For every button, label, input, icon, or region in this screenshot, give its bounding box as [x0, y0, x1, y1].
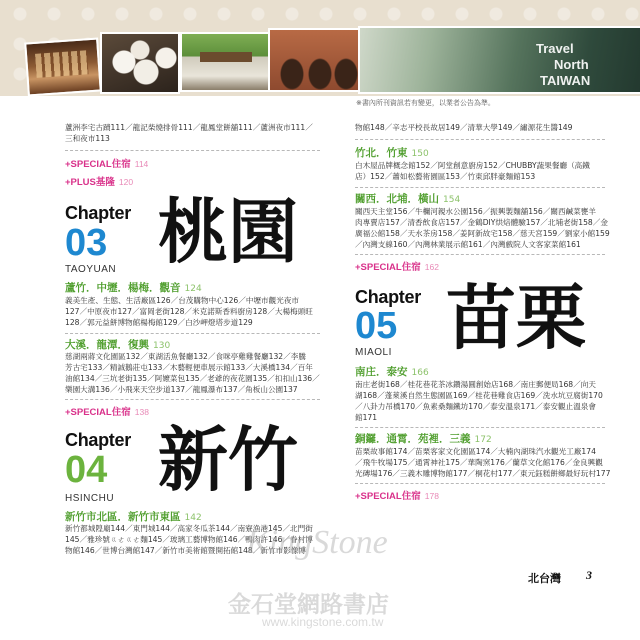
watermark-brand: KingStone	[246, 524, 388, 561]
banner-photo-shop-interior	[24, 37, 102, 96]
chapter-label: Chapter	[65, 203, 131, 223]
toc-line: 義美生產、生態、生活廠區126／台茂購物中心126／中壢市觀光夜市	[65, 296, 300, 305]
chapter-number: 03	[65, 222, 108, 264]
toc-line: 128／郭元益餅博物館楊梅館129／白沙岬燈塔步道129	[65, 318, 253, 327]
banner-photo-old-building	[180, 32, 270, 92]
plus-entry	[65, 174, 133, 188]
area-heading-page: 124	[184, 284, 202, 294]
area-heading-text: 銅鑼．通霄．苑裡．三義	[355, 433, 471, 445]
toc-line: 油館134／三坑老街135／阿嬤菜包135／老爺的夜花園135／扣扣山136／	[65, 374, 320, 383]
banner-title-line-3: TAIWAN	[540, 73, 591, 88]
toc-line: 物館146／世博台灣館147／新竹市美術館暨開拓館148／新竹市影像博	[65, 546, 306, 555]
watermark-url: www.kingstone.com.tw	[262, 615, 384, 629]
special-page: 114	[134, 159, 149, 169]
chapter-label: Chapter	[65, 430, 131, 450]
toc-line: 苗栗故事館174／苗栗客家文化園區174／大楠內湖珠汽水觀光工廠174	[355, 447, 596, 456]
toc-line: 關西天主堂156／牛欄河親水公園156／振興製麵舖156／關西鹹菜甕羊	[355, 207, 596, 216]
special-page: 162	[424, 262, 439, 272]
area-heading-page: 142	[184, 513, 202, 523]
plus-label: +PLUS基隆	[65, 177, 115, 188]
chapter-title: 苗栗	[446, 277, 586, 359]
toc-line: ／內灣支線160／內灣林業展示館161／內灣戲院人文客家菜館161	[355, 240, 581, 249]
chapter-romanized: MIAOLI	[355, 347, 392, 358]
toc-line: 芳古宅133／精誠鵝莊屯133／木藝輕便車展示館133／大溪橋134／百年	[65, 363, 313, 372]
toc-line: 慈湖兩蔣文化園區132／東湖活魚餐廳132／食咪亭雞雞餐廳132／李騰	[65, 352, 306, 361]
special-page: 178	[424, 491, 439, 501]
dashed-divider	[355, 254, 605, 255]
page-number: 3	[586, 568, 592, 582]
toc-line: 新竹都城隍廟144／東門城144／高家冬瓜茶144／南寮漁港145／北門街	[65, 524, 313, 533]
area-heading-text: 大溪．龍潭．復興	[65, 339, 149, 351]
toc-line: 三和夜市113	[65, 134, 110, 143]
area-heading	[355, 145, 429, 160]
special-entry	[355, 488, 439, 502]
plus-page: 120	[118, 177, 134, 187]
area-heading	[65, 509, 202, 524]
chapter-romanized: TAOYUAN	[65, 264, 117, 275]
toc-line: 南庄老街168／桂花巷花茶冰鑽湯圓創始店168／南庄郵便局168／向天	[355, 380, 596, 389]
area-heading	[355, 431, 492, 446]
dashed-divider	[355, 427, 605, 428]
chapter-number: 05	[355, 305, 398, 347]
area-heading-page: 172	[474, 435, 492, 445]
notice-text: ※書內所刊資訊若有變更，以業者公告為準。	[356, 99, 495, 107]
area-heading-text: 新竹市北區．新竹市東區	[65, 511, 181, 523]
banner-photo-forest	[358, 26, 640, 94]
toc-line: 店）152／蕭如松藝術園區153／竹東邱胖豪麵館153	[355, 172, 536, 181]
toc-line: 145／雅珍號ㄍㄜㄍㄜ麵145／玻璃工藝博物館146／鴨肉許146／眷村博	[65, 535, 313, 544]
special-entry	[355, 259, 439, 273]
chapter-number: 04	[65, 449, 108, 491]
toc-line: 光磚場176／三義木雕博物館177／桐花村177／東元鈺糕餅鄉最好玩村177	[355, 469, 611, 478]
toc-line: ／八卦力吊橋170／魚素桑麵鐵坊170／泰安溫泉171／泰安觀止溫泉會	[355, 402, 596, 411]
banner-title-line-2: North	[554, 57, 589, 72]
chapter-title: 新竹	[158, 419, 298, 501]
area-heading-page: 150	[411, 149, 429, 159]
dashed-divider	[355, 187, 605, 188]
area-heading-text: 蘆竹．中壢．楊梅．觀音	[65, 282, 181, 294]
area-heading	[65, 280, 202, 295]
chapter-label: Chapter	[355, 287, 421, 307]
area-heading-page: 154	[443, 195, 461, 205]
dashed-divider	[65, 399, 320, 400]
area-heading-page: 130	[153, 341, 171, 351]
banner-photo-mochi	[100, 32, 180, 94]
dashed-divider	[355, 483, 605, 484]
banner-title-line-1: Travel	[536, 41, 574, 56]
special-entry	[65, 156, 148, 170]
chapter-romanized: HSINCHU	[65, 493, 115, 504]
special-entry	[65, 404, 149, 418]
dashed-divider	[65, 150, 320, 151]
area-heading-text: 竹北．竹東	[355, 147, 408, 159]
toc-line: 樂園大溝136／小飛來天空步道137／龍鳳瀑布137／角板山公園137	[65, 385, 298, 394]
special-label: +SPECIAL住宿	[355, 262, 421, 273]
toc-line: 廣福公館158／天水茶房158／姜阿新故宅158／慈天宮159／劉家小館159	[355, 229, 610, 238]
special-label: +SPECIAL住宿	[355, 491, 421, 502]
toc-line: 館171	[355, 413, 378, 422]
special-page: 138	[134, 407, 149, 417]
area-heading-text: 關西．北埔．橫山	[355, 193, 439, 205]
dashed-divider	[65, 333, 320, 334]
area-heading	[65, 337, 170, 352]
banner-photo-brick-arches	[268, 28, 360, 92]
toc-line: 湖168／蓬萊溪自然生態園區169／桂花巷雞食店169／洗水坑豆腐街170	[355, 391, 603, 400]
dashed-divider	[355, 139, 605, 140]
toc-line: 127／中原夜市127／富岡老街128／米克諾斯香料廚房128／大楊梅頭旺	[65, 307, 313, 316]
chapter-title: 桃園	[158, 191, 298, 273]
special-label: +SPECIAL住宿	[65, 407, 131, 418]
area-heading	[355, 191, 460, 206]
special-label: +SPECIAL住宿	[65, 159, 131, 170]
toc-line: ／飛牛牧場175／通霄神社175／華陶窯176／蘭草文化館176／金良興觀	[355, 458, 603, 467]
watermark-store-name: 金石堂網路書店	[228, 592, 389, 618]
footer-region: 北台灣	[528, 572, 561, 585]
toc-line: 蘆洲李宅古蹟111／龍記柴燒排骨111／龍鳳堂餅舖111／蘆洲夜市111／	[65, 123, 313, 132]
area-heading-page: 166	[411, 368, 429, 378]
toc-line: 物館148／辛志平校長故居149／清華大學149／繡源花生醬149	[355, 123, 573, 132]
area-heading-text: 南庄．泰安	[355, 366, 408, 378]
area-heading	[355, 364, 429, 379]
toc-line: 白木屋品牌概念館152／阿堂創意廚房152／CHUBBY蔬果餐廳（高鐵	[355, 161, 590, 170]
toc-line: 肉專賣店157／清香飲食店157／金鶴DIY烘焙體驗157／北埔老街158／金	[355, 218, 608, 227]
